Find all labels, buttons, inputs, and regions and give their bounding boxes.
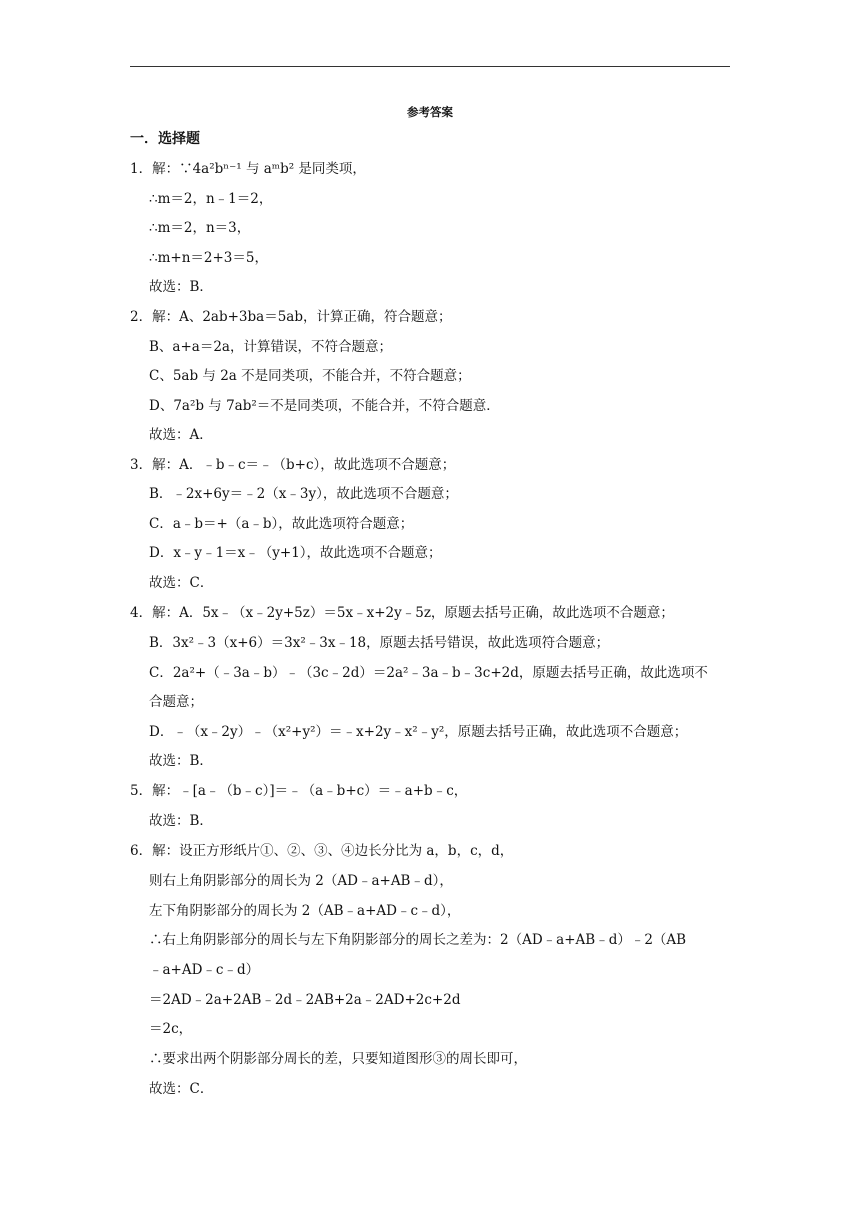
answer-line: 2．解：A、2ab+3ba＝5ab，计算正确，符合题意； (130, 309, 452, 325)
answer-line: 故选：C． (149, 1081, 214, 1097)
answer-line: ∴m＝2，n＝3， (149, 220, 251, 236)
answer-line: 则右上角阴影部分的周长为 2（AD﹣a+AB﹣d）， (149, 873, 453, 889)
answer-line: C、5ab 与 2a 不是同类项，不能合并，不符合题意； (149, 368, 471, 384)
answer-line: B、a+a＝2a，计算错误，不符合题意； (149, 339, 392, 355)
answer-line: 5．解：﹣[a﹣（b﹣c）]＝﹣（a﹣b+c）＝﹣a+b﹣c， (130, 783, 468, 799)
answer-line: 3．解：A．﹣b﹣c＝﹣（b+c），故此选项不合题意； (130, 457, 456, 473)
answer-line: ＝2AD﹣2a+2AB﹣2d﹣2AB+2a﹣2AD+2c+2d (149, 992, 461, 1008)
answer-line: ＝2c， (149, 1021, 193, 1037)
answer-line: 左下角阴影部分的周长为 2（AB﹣a+AD﹣c﹣d）， (149, 903, 461, 919)
answer-line: ∴m+n＝2+3＝5， (149, 250, 268, 266)
answer-line: B．﹣2x+6y＝﹣2（x﹣3y），故此选项不合题意； (149, 486, 458, 502)
answer-line: D．x﹣y﹣1＝x﹣（y+1），故此选项不合题意； (149, 545, 442, 561)
answer-line: 故选：B． (149, 753, 213, 769)
answer-line: 6．解：设正方形纸片①、②、③、④边长分比为 a，b，c，d， (130, 843, 514, 859)
answer-line: 合题意； (149, 694, 203, 710)
answer-line: 故选：C． (149, 575, 214, 591)
page-title: 参考答案 (407, 105, 453, 119)
answer-line: ∴右上角阴影部分的周长与左下角阴影部分的周长之差为：2（AD﹣a+AB﹣d）﹣2（AB (149, 932, 687, 948)
answer-line: ∴要求出两个阴影部分周长的差，只要知道图形③的周长即可， (149, 1051, 527, 1067)
answer-line: C．2a²+（﹣3a﹣b）﹣（3c﹣2d）＝2a²﹣3a﹣b﹣3c+2d，原题去括号正确，故此选项不 (149, 665, 708, 681)
answer-line: D．﹣（x﹣2y）﹣（x²+y²）＝﹣x+2y﹣x²﹣y²，原题去括号正确，故此选项不合题意； (149, 724, 688, 740)
answer-line: 1．解：∵4a²bⁿ⁻¹ 与 aᵐb² 是同类项， (130, 161, 366, 177)
header-rule (130, 66, 730, 67)
answer-line: 4．解：A．5x﹣（x﹣2y+5z）＝5x﹣x+2y﹣5z，原题去括号正确，故此选项不合题意； (130, 605, 674, 621)
answer-line: B．3x²﹣3（x+6）＝3x²﹣3x﹣18，原题去括号错误，故此选项符合题意； (149, 635, 610, 651)
answer-line: 故选：A． (149, 427, 213, 443)
answer-line: ﹣a+AD﹣c﹣d） (149, 962, 260, 978)
answer-line: C．a﹣b＝+（a﹣b），故此选项符合题意； (149, 516, 414, 532)
answer-line: 故选：B． (149, 813, 213, 829)
answer-line: ∴m＝2，n﹣1＝2， (149, 191, 273, 207)
answer-line: D、7a²b 与 7ab²＝不是同类项，不能合并，不符合题意． (149, 398, 500, 414)
answer-line: 故选：B． (149, 279, 213, 295)
section-title: 一．选择题 (130, 131, 200, 147)
